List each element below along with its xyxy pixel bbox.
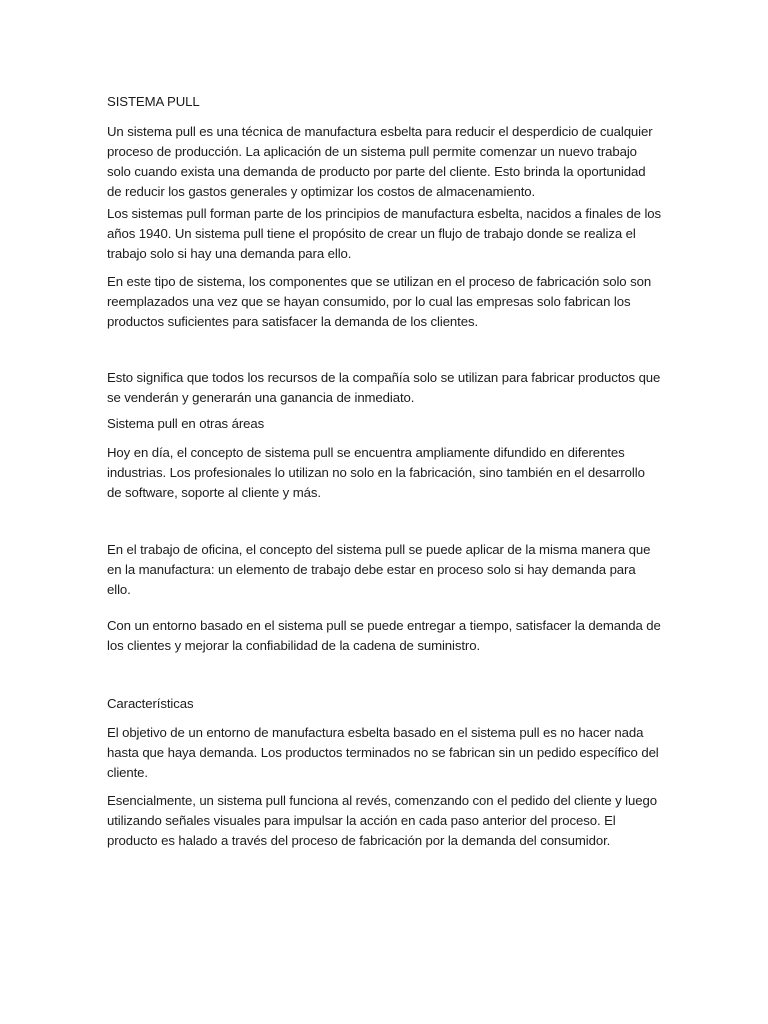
paragraph-objective: El objetivo de un entorno de manufactura esbelta basado en el sistema pull es no hacer nada hasta que haya demanda. Los productos terminados no se fabrican sin un pedido específico del cliente. bbox=[107, 725, 659, 780]
paragraph-origins: Los sistemas pull forman parte de los principios de manufactura esbelta, nacidos a finales de los años 1940. Un sistema pull tiene el propósito de crear un flujo de trabajo donde se realiza el trabajo solo si hay una demanda para ello. bbox=[107, 206, 662, 261]
paragraph-benefits: Con un entorno basado en el sistema pull se puede entregar a tiempo, satisfacer la demanda de los clientes y mejorar la confiabilidad de la cadena de suministro. bbox=[107, 618, 661, 653]
section-heading-characteristics: Características bbox=[107, 696, 194, 711]
paragraph-components: En este tipo de sistema, los componentes que se utilizan en el proceso de fabricación solo son reemplazados una vez que se hayan consumido, por lo cual las empresas solo fabrican los productos suficientes para satisfacer la demanda de los clientes. bbox=[107, 274, 652, 329]
paragraph-resources: Esto significa que todos los recursos de la compañía solo se utilizan para fabricar productos que se venderán y generarán una ganancia de inmediato. bbox=[107, 370, 661, 405]
paragraph-intro: Un sistema pull es una técnica de manufactura esbelta para reducir el desperdicio de cualquier proceso de producción. La aplicación de un sistema pull permite comenzar un nuevo trabajo solo cuando exista una demanda de producto por parte del cliente. Esto brinda la oportunidad de reducir los gastos generales y optimizar los costos de almacenamiento. bbox=[107, 124, 653, 199]
paragraph-office-work: En el trabajo de oficina, el concepto del sistema pull se puede aplicar de la misma manera que en la manufactura: un elemento de trabajo debe estar en proceso solo si hay demanda para ello. bbox=[107, 542, 651, 597]
paragraph-reverse-flow: Esencialmente, un sistema pull funciona al revés, comenzando con el pedido del cliente y luego utilizando señales visuales para impulsar la acción en cada paso anterior del proceso. El producto es halado a través del proceso de fabricación por la demanda del consumidor. bbox=[107, 793, 657, 848]
document-title: SISTEMA PULL bbox=[107, 94, 200, 109]
section-heading-other-areas: Sistema pull en otras áreas bbox=[107, 416, 265, 431]
paragraph-industries: Hoy en día, el concepto de sistema pull se encuentra ampliamente difundido en diferentes industrias. Los profesionales lo utilizan no solo en la fabricación, sino también en el desarrollo de software, soporte al cliente y más. bbox=[107, 445, 645, 500]
